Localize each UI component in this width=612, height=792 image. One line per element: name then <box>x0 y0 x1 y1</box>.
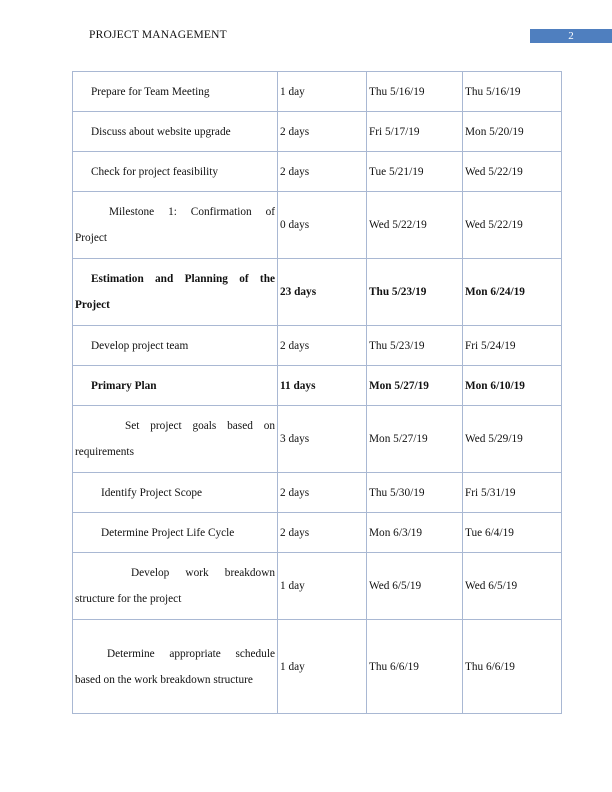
duration-cell: 2 days <box>278 513 367 553</box>
finish-cell: Thu 5/16/19 <box>463 72 562 112</box>
task-name-cell: Develop project team <box>73 326 278 366</box>
task-name-cell: Prepare for Team Meeting <box>73 72 278 112</box>
table-row <box>73 259 562 326</box>
duration-cell: 2 days <box>278 473 367 513</box>
page-number-badge: 2 <box>530 29 612 43</box>
start-cell: Mon 5/27/19 <box>367 406 463 473</box>
duration-cell: 1 day <box>278 72 367 112</box>
start-cell: Thu 5/23/19 <box>367 326 463 366</box>
finish-cell: Tue 6/4/19 <box>463 513 562 553</box>
finish-cell: Thu 6/6/19 <box>463 620 562 714</box>
task-name-cell: Estimation and Planning of the Project <box>73 259 278 326</box>
task-name-cell: Develop work breakdown structure for the project <box>73 553 278 620</box>
table-row <box>73 473 562 513</box>
finish-cell: Wed 6/5/19 <box>463 553 562 620</box>
start-cell: Wed 5/22/19 <box>367 192 463 259</box>
running-header-title: PROJECT MANAGEMENT <box>89 29 227 41</box>
finish-cell: Wed 5/22/19 <box>463 152 562 192</box>
start-cell: Thu 5/23/19 <box>367 259 463 326</box>
table-row <box>73 112 562 152</box>
table-row <box>73 326 562 366</box>
task-name-cell: Identify Project Scope <box>73 473 278 513</box>
task-name-cell: Primary Plan <box>73 366 278 406</box>
task-name-cell: Determine appropriate schedule based on the work breakdown structure <box>73 620 278 714</box>
finish-cell: Wed 5/22/19 <box>463 192 562 259</box>
duration-cell: 23 days <box>278 259 367 326</box>
finish-cell: Mon 6/24/19 <box>463 259 562 326</box>
task-name-cell: Milestone 1: Confirmation of Project <box>73 192 278 259</box>
duration-cell: 1 day <box>278 553 367 620</box>
table-row <box>73 152 562 192</box>
start-cell: Mon 5/27/19 <box>367 366 463 406</box>
table-row <box>73 72 562 112</box>
duration-cell: 11 days <box>278 366 367 406</box>
duration-cell: 3 days <box>278 406 367 473</box>
finish-cell: Mon 5/20/19 <box>463 112 562 152</box>
table-row <box>73 192 562 259</box>
finish-cell: Fri 5/24/19 <box>463 326 562 366</box>
duration-cell: 2 days <box>278 152 367 192</box>
finish-cell: Mon 6/10/19 <box>463 366 562 406</box>
table-row <box>73 366 562 406</box>
schedule-table <box>72 71 562 714</box>
start-cell: Thu 5/30/19 <box>367 473 463 513</box>
start-cell: Wed 6/5/19 <box>367 553 463 620</box>
finish-cell: Fri 5/31/19 <box>463 473 562 513</box>
start-cell: Thu 6/6/19 <box>367 620 463 714</box>
table-row <box>73 553 562 620</box>
task-name-cell: Set project goals based on requirements <box>73 406 278 473</box>
duration-cell: 2 days <box>278 112 367 152</box>
duration-cell: 2 days <box>278 326 367 366</box>
duration-cell: 1 day <box>278 620 367 714</box>
table-row <box>73 513 562 553</box>
task-name-cell: Check for project feasibility <box>73 152 278 192</box>
table-row <box>73 620 562 714</box>
finish-cell: Wed 5/29/19 <box>463 406 562 473</box>
start-cell: Tue 5/21/19 <box>367 152 463 192</box>
start-cell: Thu 5/16/19 <box>367 72 463 112</box>
start-cell: Mon 6/3/19 <box>367 513 463 553</box>
duration-cell: 0 days <box>278 192 367 259</box>
start-cell: Fri 5/17/19 <box>367 112 463 152</box>
task-name-cell: Determine Project Life Cycle <box>73 513 278 553</box>
task-name-cell: Discuss about website upgrade <box>73 112 278 152</box>
table-row <box>73 406 562 473</box>
